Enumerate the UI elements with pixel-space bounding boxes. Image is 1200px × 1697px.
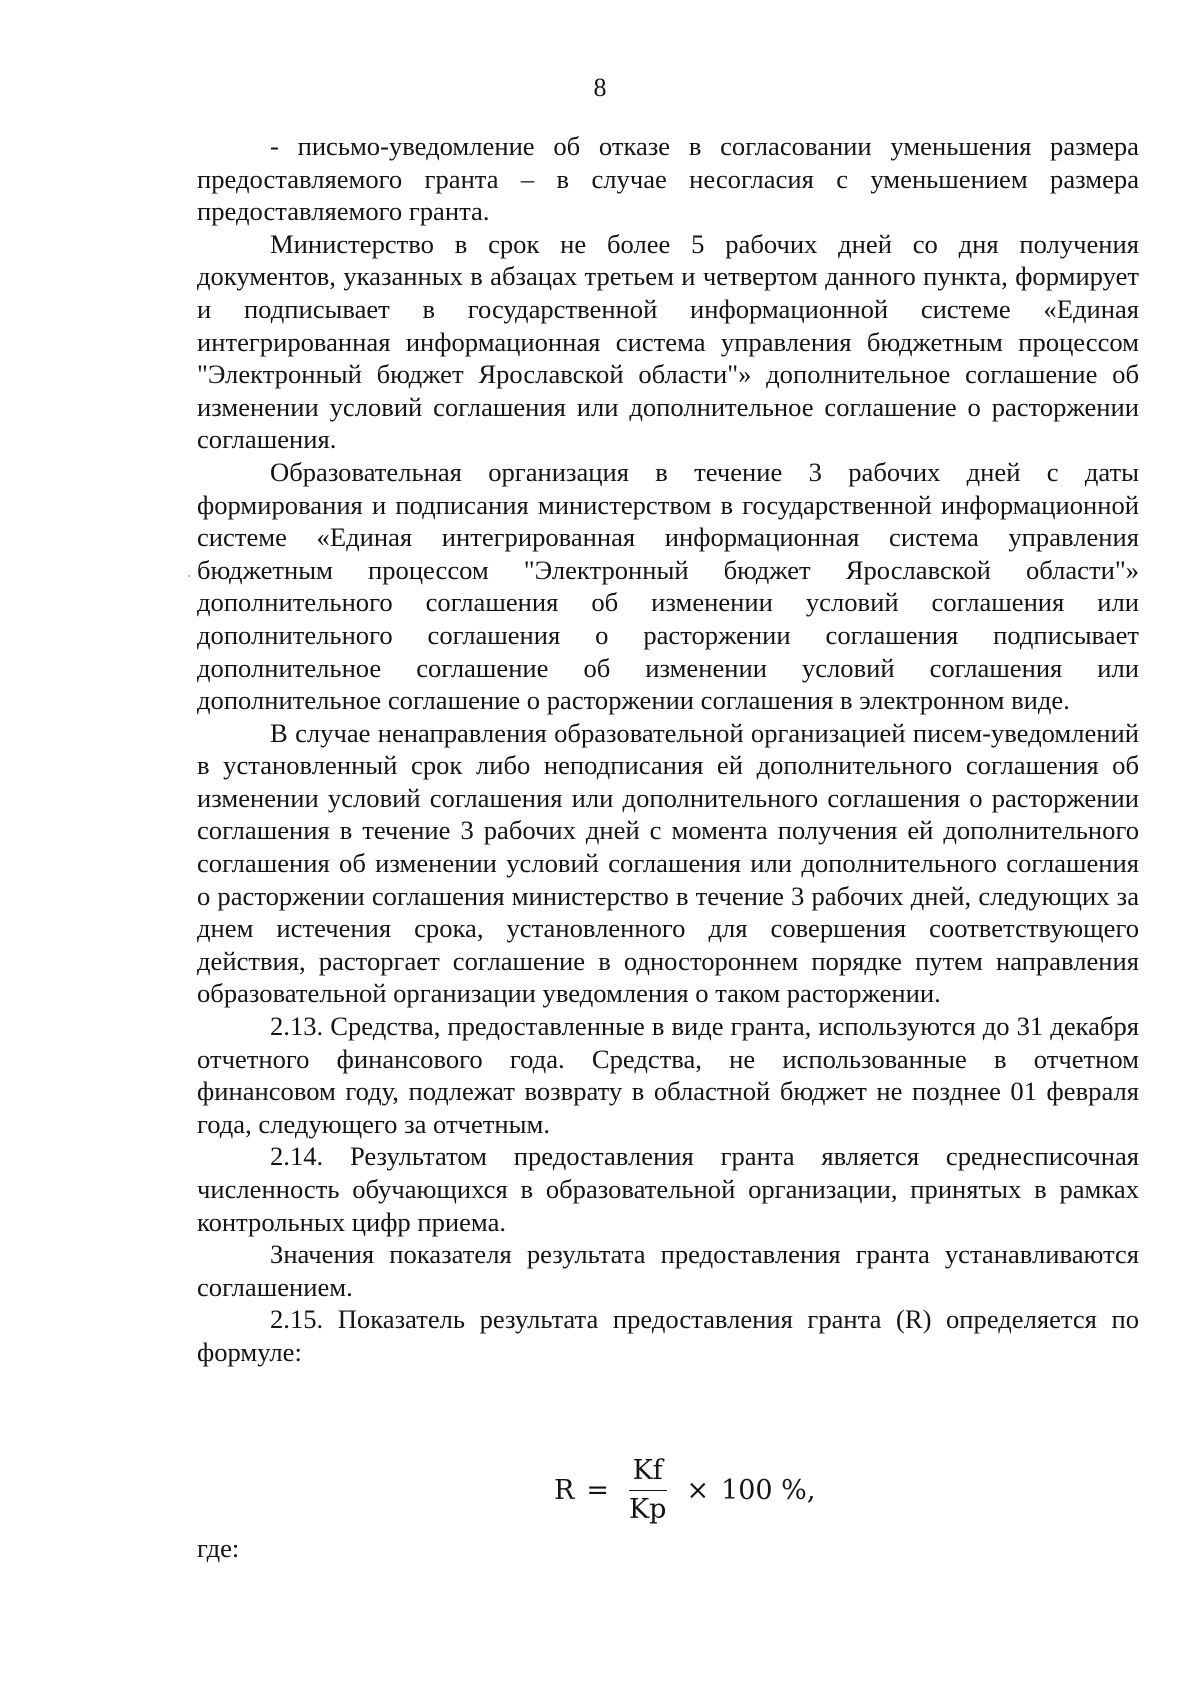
formula-factor: 100 %, — [721, 1474, 816, 1506]
formula-lhs: R — [554, 1474, 575, 1506]
formula-denominator: Kp — [628, 1493, 667, 1525]
paragraph-ministry-term: Министерство в срок не более 5 рабочих дней со дня получения документов, указанных в абзацах третьем и четвертом данного пункта, формирует и подписывает в государственной информационной системе «Единая интегрированная информационная система управления бюджетным процессом "Электронный бюджет Ярославской области"» дополнительное соглашение об изменении условий соглашения или дополнительное соглашение о расторжении соглашения. — [197, 228, 1139, 455]
document-body — [197, 130, 1139, 1369]
page-number: 8 — [593, 73, 607, 102]
scan-mark — [188, 575, 190, 577]
formula-fraction — [625, 1454, 670, 1527]
formula-equals: = — [586, 1474, 609, 1506]
formula-numerator: Kf — [629, 1454, 667, 1491]
paragraph-organization-signing: Образовательная организация в течение 3 рабочих дней с даты формирования и подписания министерством в государственной информационной системе «Единая интегрированная информационная система управления бюджетным процессом "Электронный бюджет Ярославской области"» дополнительного соглашения об изменении условий соглашения или дополнительного соглашения о расторжении соглашения подписывает дополнительное соглашение об изменении условий соглашения или дополнительное соглашение о расторжении соглашения в электронном виде. — [197, 456, 1139, 716]
where-label: где: — [197, 1533, 240, 1563]
paragraph-termination-case: В случае ненаправления образовательной организацией писем-уведомлений в установленный срок либо неподписания ей дополнительного соглашения об изменении условий соглашения или дополнительного соглашения о расторжении соглашения в течение 3 рабочих дней с момента получения ей дополнительного соглашения об изменении условий соглашения или дополнительного соглашения о расторжении соглашения министерство в течение 3 рабочих дней, следующих за днем истечения срока, установленного для совершения соответствующего действия, расторгает соглашение в одностороннем порядке путем направления образовательной организации уведомления о таком расторжении. — [197, 717, 1139, 1009]
result-formula — [548, 1445, 821, 1535]
paragraph-2-15: 2.15. Показатель результата предоставления гранта (R) определяется по формуле: — [197, 1304, 1139, 1367]
formula-times: × — [686, 1474, 710, 1506]
paragraph-2-14: 2.14. Результатом предоставления гранта является среднесписочная численность обучающихся в образовательной организации, принятых в рамках контрольных цифр приема. — [197, 1141, 1139, 1237]
paragraph-2-13: 2.13. Средства, предоставленные в виде гранта, используются до 31 декабря отчетного финансового года. Средства, не использованные в отчетном финансовом году, подлежат возврату в областной бюджет не позднее 01 февраля года, следующего за отчетным. — [197, 1011, 1139, 1139]
paragraph-indicator-values: Значения показателя результата предоставления гранта устанавливаются соглашением. — [197, 1239, 1139, 1302]
paragraph-refusal-letter: - письмо-уведомление об отказе в согласовании уменьшения размера предоставляемого гранта – в случае несогласия с уменьшением размера предоставляемого гранта. — [197, 131, 1139, 227]
